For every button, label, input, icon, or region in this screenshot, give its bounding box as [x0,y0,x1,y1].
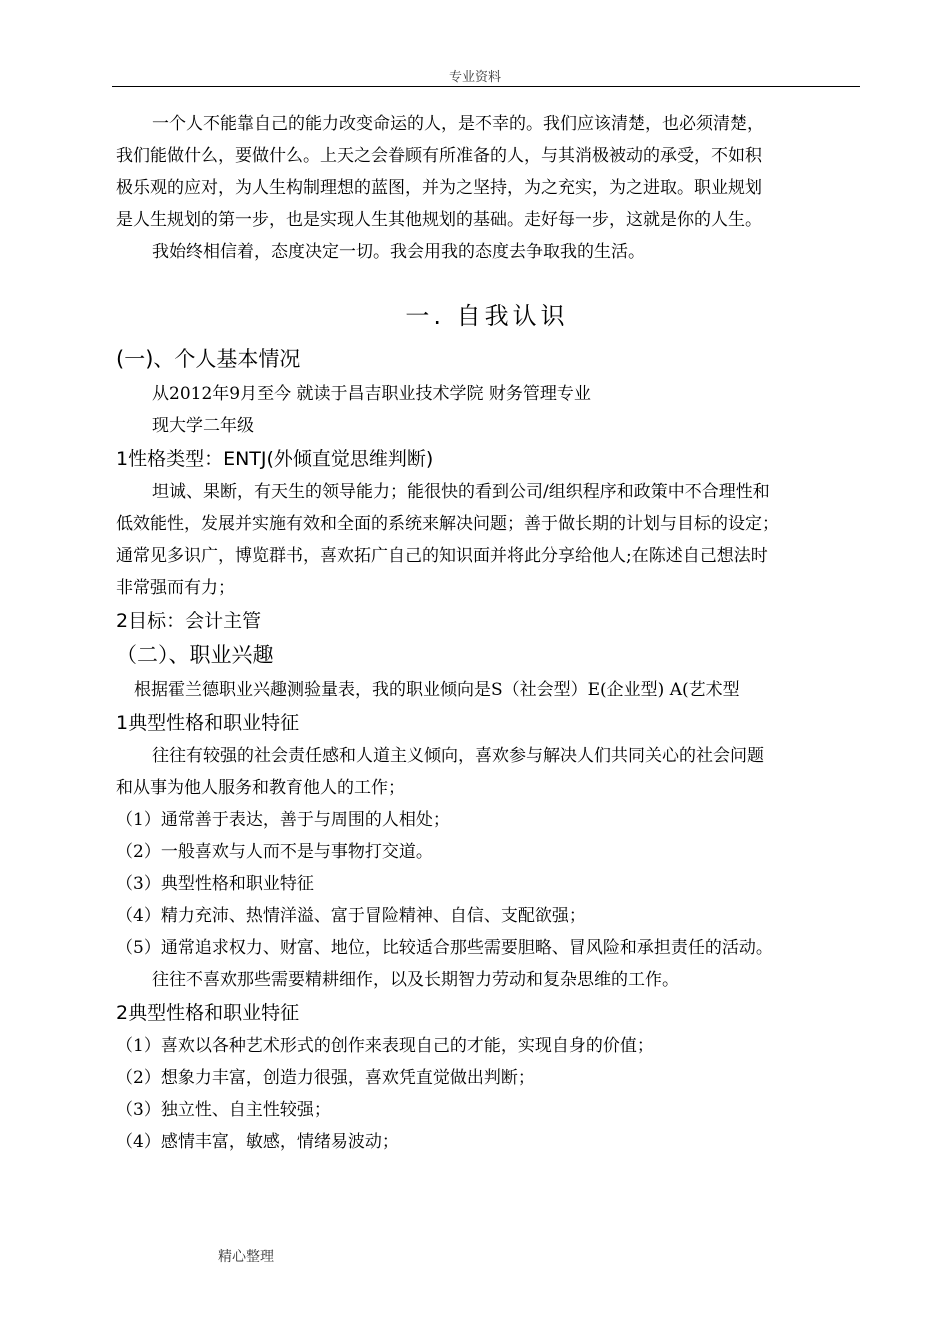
trait1-item: （2）一般喜欢与人而不是与事物打交道。 [116,842,433,862]
trait1-tail: 往往不喜欢那些需要精耕细作，以及长期智力劳动和复杂思维的工作。 [152,970,679,990]
trait2-item: （1）喜欢以各种艺术形式的创作来表现自己的才能，实现自身的价值； [116,1036,654,1056]
section-title-basic-info: (一)、个人基本情况 [116,347,301,371]
trait1-item: （4）精力充沛、热情洋溢、富于冒险精神、自信、支配欲强； [116,906,586,926]
trait2-item: （3）独立性、自主性较强； [116,1100,331,1120]
trait2-item: （4）感情丰富，敏感，情绪易波动； [116,1132,399,1152]
basic-info-line: 从2012年9月至今 就读于昌吉职业技术学院 财务管理专业 [152,384,591,404]
goal-title: 2目标：会计主管 [116,610,262,632]
header-divider [112,86,860,87]
career-interest-intro: 根据霍兰德职业兴趣测验量表，我的职业倾向是S（社会型）E(企业型) A(艺术型 [134,680,740,700]
trait2-title: 2典型性格和职业特征 [116,1002,300,1024]
trait1-line: 和从事为他人服务和教育他人的工作； [116,778,405,798]
trait1-title: 1典型性格和职业特征 [116,712,300,734]
page-footer: 精心整理 [218,1249,274,1265]
basic-info-line: 现大学二年级 [152,416,254,436]
personality-line: 坦诚、果断，有天生的领导能力；能很快的看到公司/组织程序和政策中不合理性和 [152,482,770,502]
intro-line: 我们能做什么，要做什么。上天之会眷顾有所准备的人，与其消极被动的承受，不如积 [116,146,762,166]
chapter-title: 一. 自我认识 [405,302,569,330]
personality-line: 非常强而有力； [116,578,235,598]
page-header: 专业资料 [448,70,501,85]
intro-line: 我始终相信着，态度决定一切。我会用我的态度去争取我的生活。 [152,242,645,262]
personality-line: 低效能性，发展并实施有效和全面的系统来解决问题；善于做长期的计划与目标的设定； [116,514,779,534]
intro-line: 是人生规划的第一步，也是实现人生其他规划的基础。走好每一步，这就是你的人生。 [116,210,762,230]
intro-line: 极乐观的应对，为人生构制理想的蓝图，并为之坚持，为之充实，为之进取。职业规划 [116,178,762,198]
trait1-item: （5）通常追求权力、财富、地位，比较适合那些需要胆略、冒风险和承担责任的活动。 [116,938,773,958]
trait1-line: 往往有较强的社会责任感和人道主义倾向，喜欢参与解决人们共同关心的社会问题 [152,746,764,766]
personality-line: 通常见多识广，博览群书，喜欢拓广自己的知识面并将此分享给他人;在陈述自己想法时 [116,546,768,566]
trait1-item: （1）通常善于表达，善于与周围的人相处； [116,810,450,830]
intro-line: 一个人不能靠自己的能力改变命运的人，是不幸的。我们应该清楚，也必须清楚， [152,114,764,134]
personality-type-title: 1性格类型：ENTJ(外倾直觉思维判断) [116,448,434,470]
trait2-item: （2）想象力丰富，创造力很强，喜欢凭直觉做出判断； [116,1068,535,1088]
document-body [116,108,858,1158]
trait1-item: （3）典型性格和职业特征 [116,874,314,894]
section-title-career-interest: （二）、职业兴趣 [116,643,274,667]
